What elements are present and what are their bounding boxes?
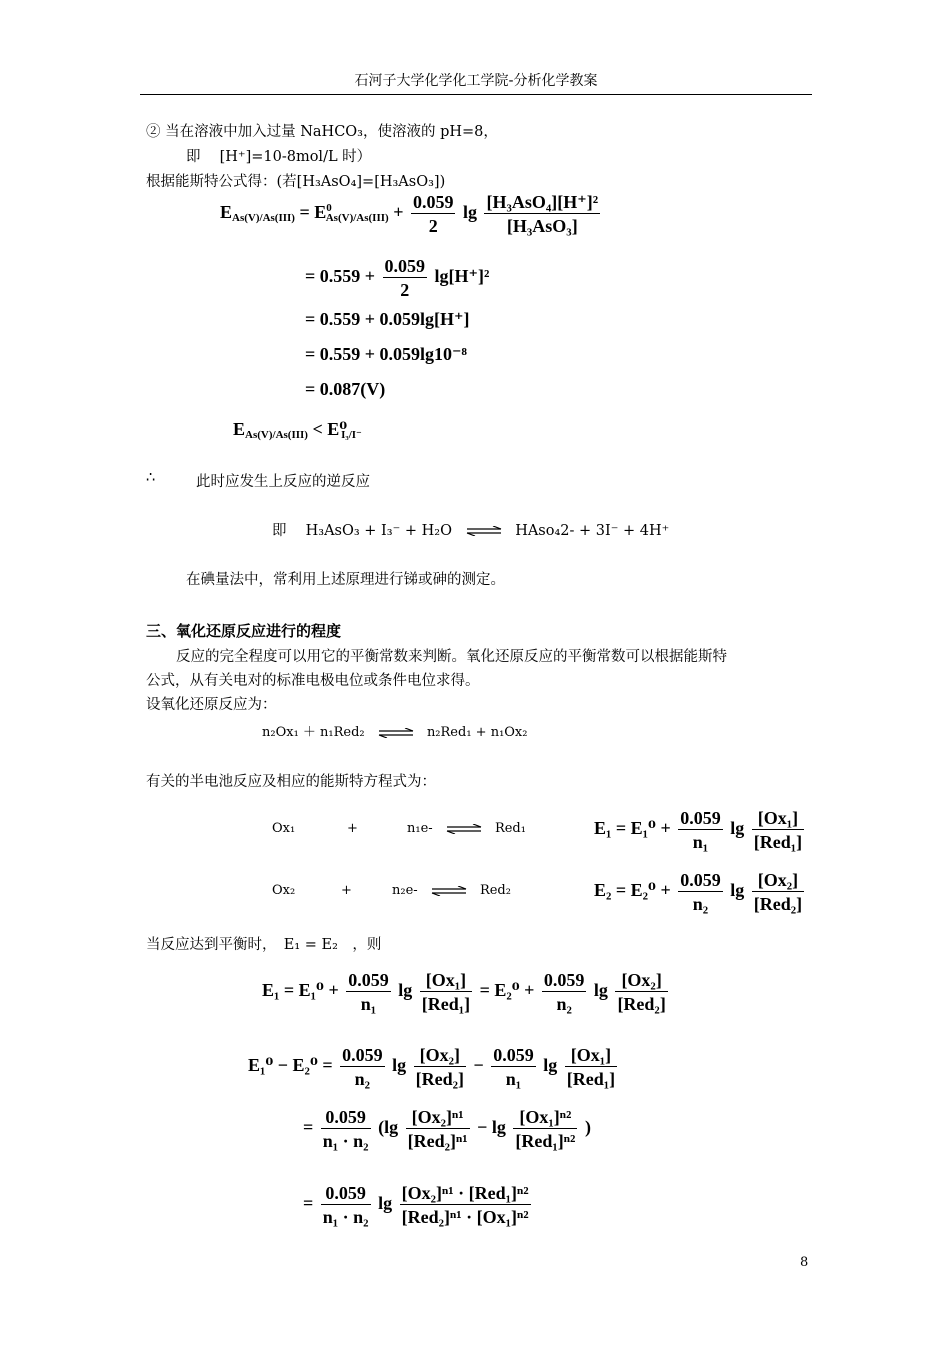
item2-line2: 即 [H⁺]=10-8mol/L 时） [186, 149, 372, 165]
eq1-step2: = 0.559 + 0.059lg[H⁺] [305, 309, 470, 329]
header-rule [140, 94, 812, 95]
equilibrium-arrow-icon [445, 824, 483, 834]
eq1-step4: = 0.087(V) [305, 379, 386, 399]
nernst-E1: E₁ = E₁⁰ + $\frac{0.059}{\text{n₁}}$ lg $\frac{\text{[Ox₁]}}{\text{[Red₁]}}$ [594, 808, 803, 852]
item2-line1: ② 当在溶液中加入过量 NaHCO₃，使溶液的 pH=8， [146, 124, 498, 140]
half1-ox: Ox₁ [272, 821, 296, 836]
equilibrium-condition: 当反应达到平衡时， E₁ = E₂ ，则 [146, 937, 382, 953]
equilibrium-arrow-icon [465, 526, 503, 536]
derivation-row1: E₁ = E₁⁰ + $\frac{0.059}{\text{n₁}}$ lg $\frac{\text{[Ox₁]}}{\text{[Red₁]}}$ = E₂⁰ + $\frac{0.059}{\text{n₂}}$ lg $\frac{\text{[Ox₂]}}{\text{[Red₂]}}$ [262, 970, 666, 1014]
section3-para1: 反应的完全程度可以用它的平衡常数来判断。氧化还原反应的平衡常数可以根据能斯特 [176, 649, 727, 665]
section3-para2: 公式，从有关电对的标准电极电位或条件电位求得。 [146, 673, 480, 689]
derivation-row2: E₁⁰ − E₂⁰ = $\frac{0.059}{\text{n₂}}$ lg $\frac{\text{[Ox₂]}}{\text{[Red₂]}}$ − $\frac{0.059}{\text{n₁}}$ lg $\frac{\text{[Ox₁]}}{\text{[Red₁]}}$ [248, 1045, 616, 1089]
nernst-E2: E₂ = E₂⁰ + $\frac{0.059}{\text{n₂}}$ lg $\frac{\text{[Ox₂]}}{\text{[Red₂]}}$ [594, 870, 803, 914]
half2-plus: + [341, 883, 352, 898]
potential-comparison: $E_{As(V)/As(III)} < E^0_{I_3/I^-}$ [233, 419, 362, 441]
therefore-text: 此时应发生上反应的逆反应 [196, 474, 370, 490]
derivation-row4: = $\frac{0.059}{\text{n₁ · n₂}}$ lg $\frac{\text{[Ox₂]ⁿ¹ · [Red₁]ⁿ²}}{\text{[Red₂]ⁿ¹ · [Ox₁]ⁿ²}}$ [303, 1183, 529, 1227]
half2-ox: Ox₂ [272, 883, 296, 898]
half1-plus: + [347, 821, 358, 836]
derivation-row3: = $\frac{0.059}{\text{n₁ · n₂}}$ (lg $\frac{\text{[Ox₂]ⁿ¹}}{\text{[Red₂]ⁿ¹}}$ − lg $\frac{\text{[Ox₁]ⁿ²}}{\text{[Red₁]ⁿ²}}$ ) [303, 1107, 591, 1151]
therefore-symbol: ∴ [146, 470, 156, 486]
page-header: 石河子大学化学化工学院-分析化学教案 [354, 73, 598, 89]
nernst-equation-arsenic: $E_{As(V)/As(III)} = E^0_{As(V)/As(III)}$ + $\frac{0.059}{2}$ lg $\frac{\text{[H₃AsO₄][H⁺]²}}{\text{[H₃AsO₃]}}$ [220, 192, 599, 236]
general-redox-reaction: n₂Ox₁ ＋ n₁Red₂ n₂Red₁ + n₁Ox₂ [262, 725, 528, 740]
half2-electrons: n₂e- Red₂ [392, 883, 511, 898]
item2-line3: 根据能斯特公式得：(若[H₃AsO₄]=[H₃AsO₃]) [146, 174, 446, 190]
section3-para3: 设氧化还原反应为： [146, 697, 277, 713]
reaction-reverse: 即 H₃AsO₃ + I₃⁻ + H₂O HAso₄2- + 3I⁻ + 4H⁺ [272, 523, 670, 539]
half1-electrons: n₁e- Red₁ [407, 821, 526, 836]
eq1-step3: = 0.559 + 0.059lg10⁻⁸ [305, 344, 467, 364]
half-cell-intro: 有关的半电池反应及相应的能斯特方程式为： [146, 774, 436, 790]
iodometry-note: 在碘量法中，常利用上述原理进行锑或砷的测定。 [186, 572, 505, 588]
equilibrium-arrow-icon [430, 886, 468, 896]
page-number: 8 [800, 1255, 809, 1270]
equilibrium-arrow-icon [377, 728, 415, 738]
section3-title: 三、氧化还原反应进行的程度 [146, 622, 342, 640]
eq1-step1: = 0.559 + $\frac{0.059}{2}$ lg[H⁺]² [305, 256, 490, 300]
